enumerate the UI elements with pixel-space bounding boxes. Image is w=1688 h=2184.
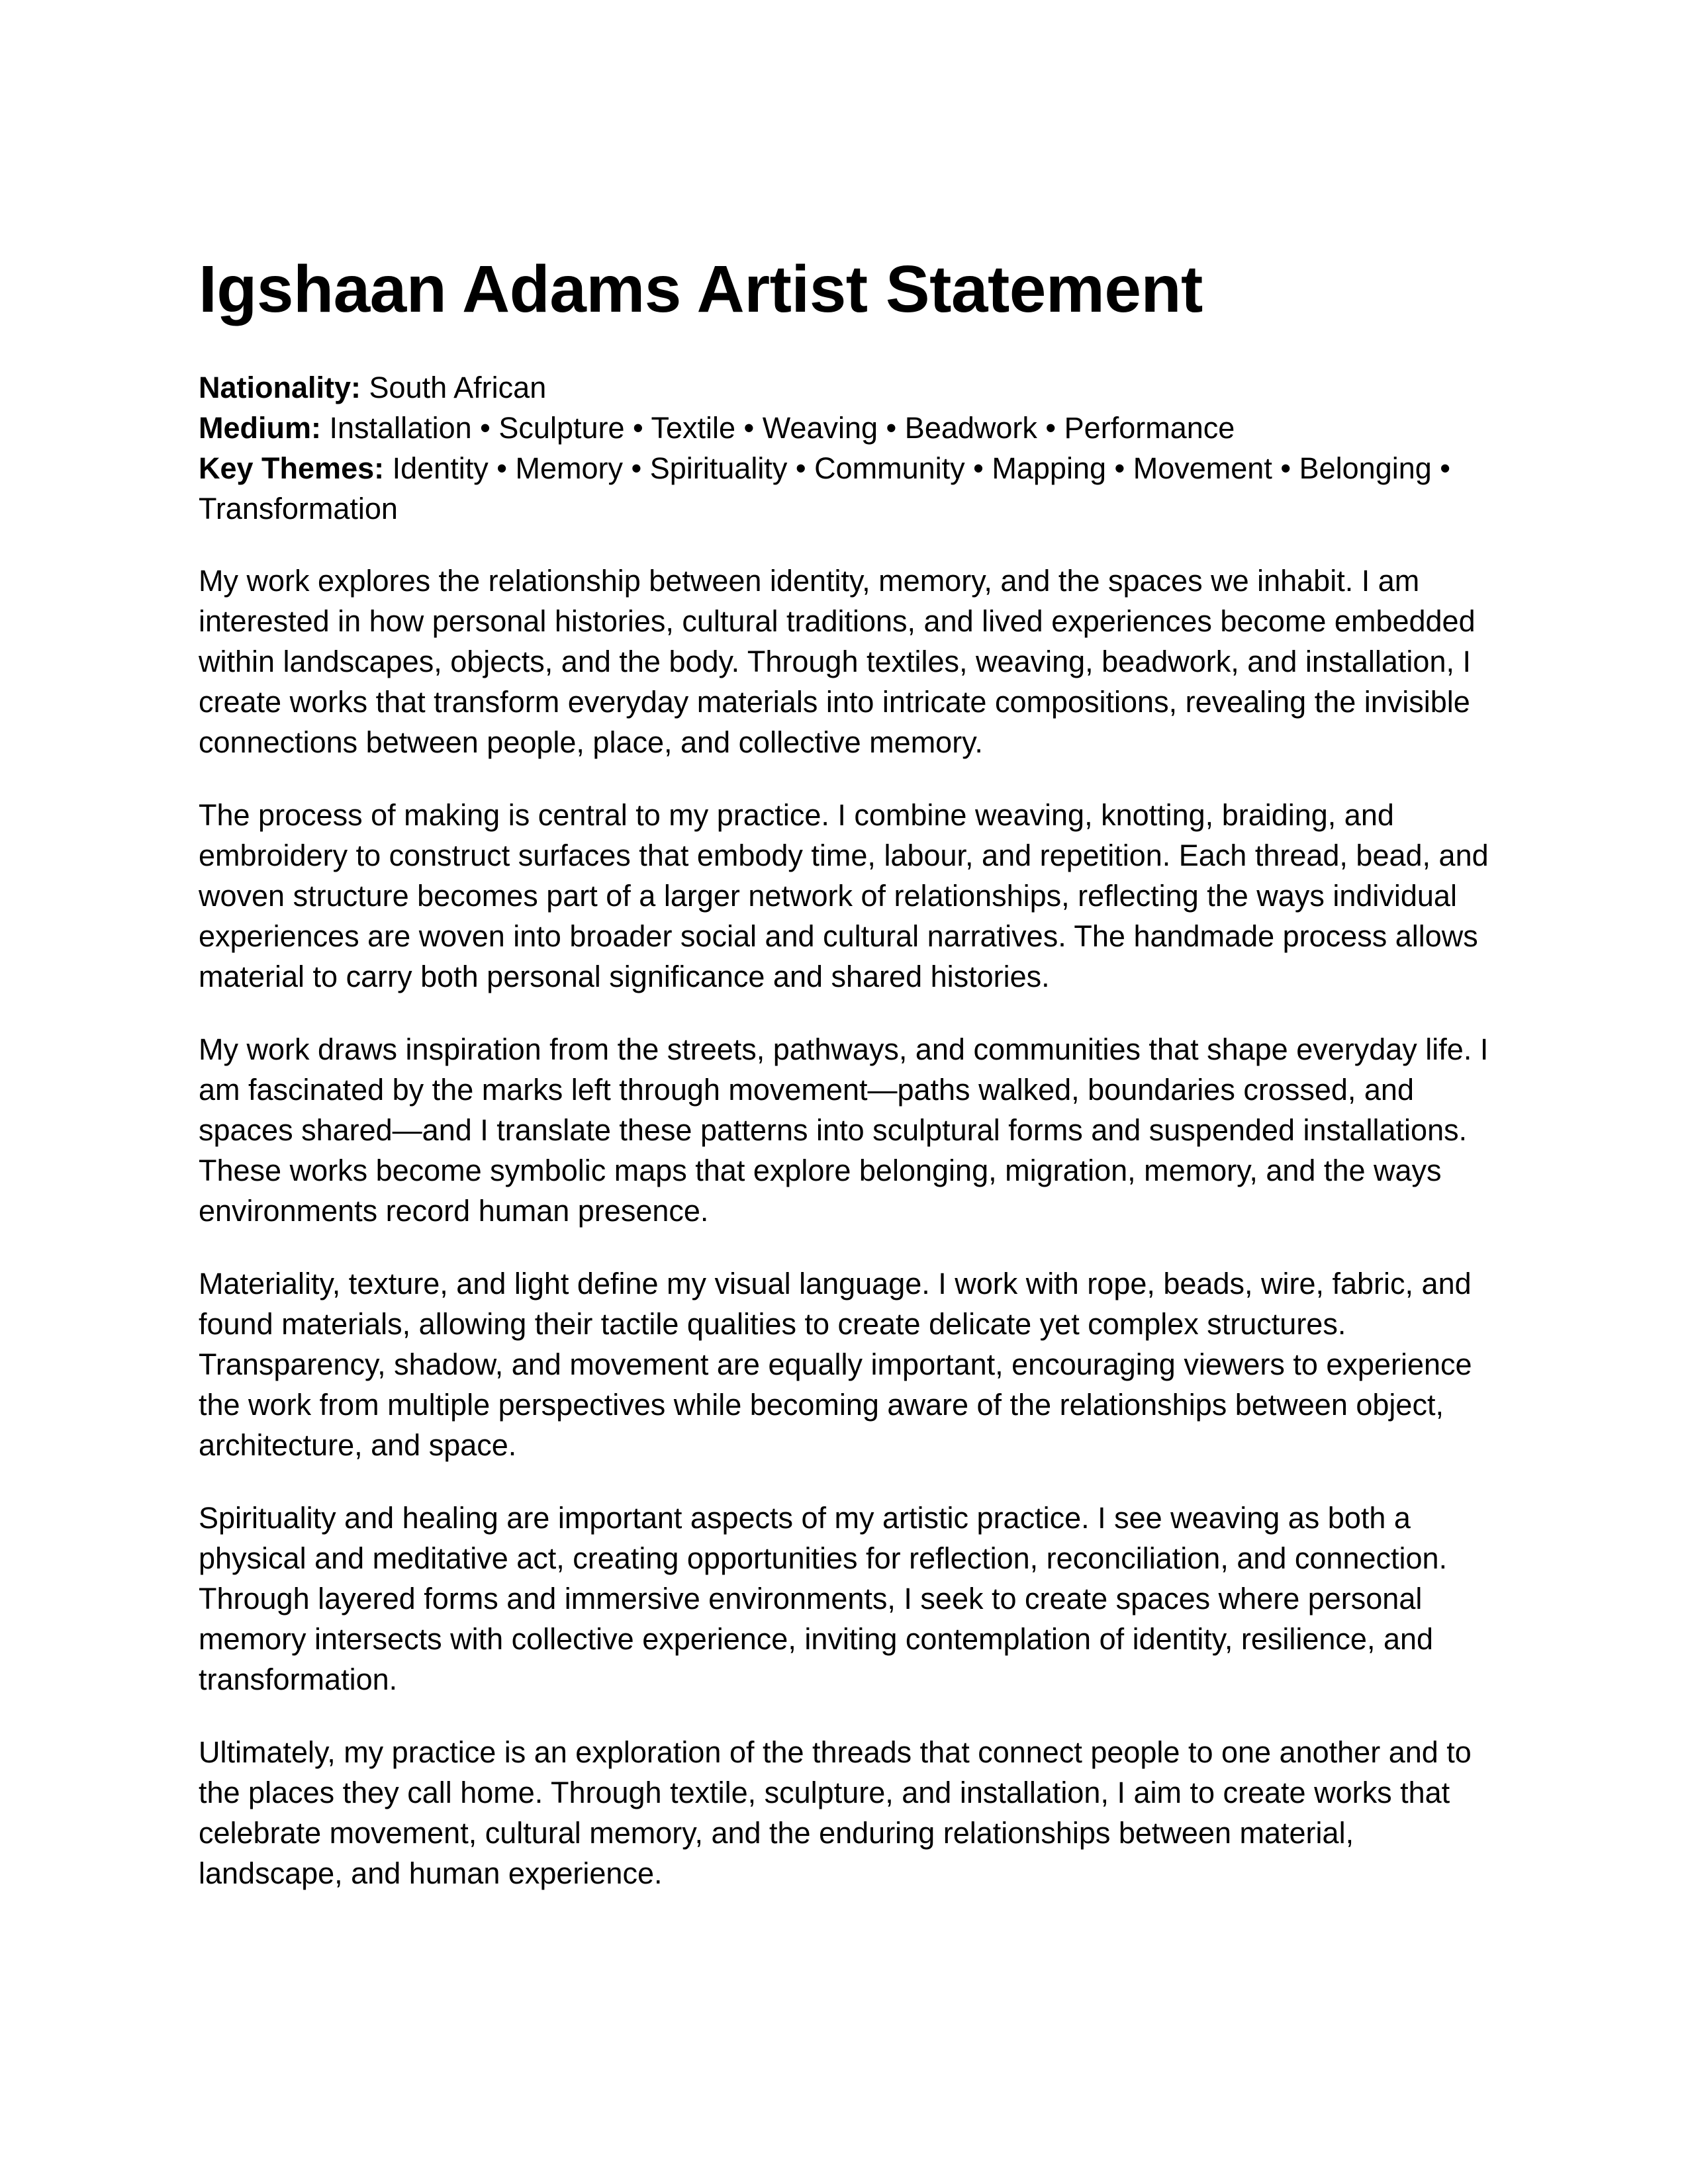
metadata-block bbox=[199, 367, 1489, 529]
statement-paragraph-5: Spirituality and healing are important aspects of my artistic practice. I see weaving as both a physical and meditative act, creating opportunities for reflection, reconciliation, and connection. Through layered forms and immersive environments, I seek to create spaces where personal memory intersects with collective experience, inviting contemplation of identity, resilience, and transformation. bbox=[199, 1501, 1448, 1696]
medium-line bbox=[199, 408, 1489, 448]
key-themes-line bbox=[199, 448, 1489, 529]
statement-paragraph-6: Ultimately, my practice is an exploration of the threads that connect people to one another and to the places they call home. Through textile, sculpture, and installation, I aim to create works that celebrate movement, cultural memory, and the enduring relationships between material, landscape, and human experience. bbox=[199, 1735, 1472, 1890]
key-themes-label: Key Themes: bbox=[199, 451, 385, 485]
statement-paragraph-4: Materiality, texture, and light define my visual language. I work with rope, beads, wire, fabric, and found materials, allowing their tactile qualities to create delicate yet complex structures. Transparency, shadow, and movement are equally important, encouraging viewers to experience the work from multiple perspectives while becoming aware of the relationships between object, architecture, and space. bbox=[199, 1267, 1472, 1462]
statement-paragraph-3: My work draws inspiration from the streets, pathways, and communities that shape everyday life. I am fascinated by the marks left through movement—paths walked, boundaries crossed, and spaces shared—and I translate these patterns into sculptural forms and suspended installations. These works become symbolic maps that explore belonging, migration, memory, and the ways environments record human presence. bbox=[199, 1032, 1489, 1228]
key-themes-value: Identity • Memory • Spirituality • Community • Mapping • Movement • Belonging • Transformation bbox=[199, 451, 1451, 525]
nationality-value: South African bbox=[369, 371, 547, 404]
medium-value: Installation • Sculpture • Textile • Weaving • Beadwork • Performance bbox=[329, 411, 1235, 445]
nationality-label: Nationality: bbox=[199, 371, 361, 404]
nationality-line bbox=[199, 367, 1489, 408]
document-page bbox=[199, 251, 1489, 1926]
statement-paragraph-2: The process of making is central to my practice. I combine weaving, knotting, braiding, and embroidery to construct surfaces that embody time, labour, and repetition. Each thread, bead, and woven structure becomes part of a larger network of relationships, reflecting the ways individual experiences are woven into broader social and cultural narratives. The handmade process allows material to carry both personal significance and shared histories. bbox=[199, 798, 1489, 993]
medium-label: Medium: bbox=[199, 411, 321, 445]
statement-paragraph-1: My work explores the relationship between identity, memory, and the spaces we inhabit. I am interested in how personal histories, cultural traditions, and lived experiences become embedded within landscapes, objects, and the body. Through textiles, weaving, beadwork, and installation, I create works that transform everyday materials into intricate compositions, revealing the invisible connections between people, place, and collective memory. bbox=[199, 564, 1476, 759]
document-title: Igshaan Adams Artist Statement bbox=[199, 252, 1203, 326]
